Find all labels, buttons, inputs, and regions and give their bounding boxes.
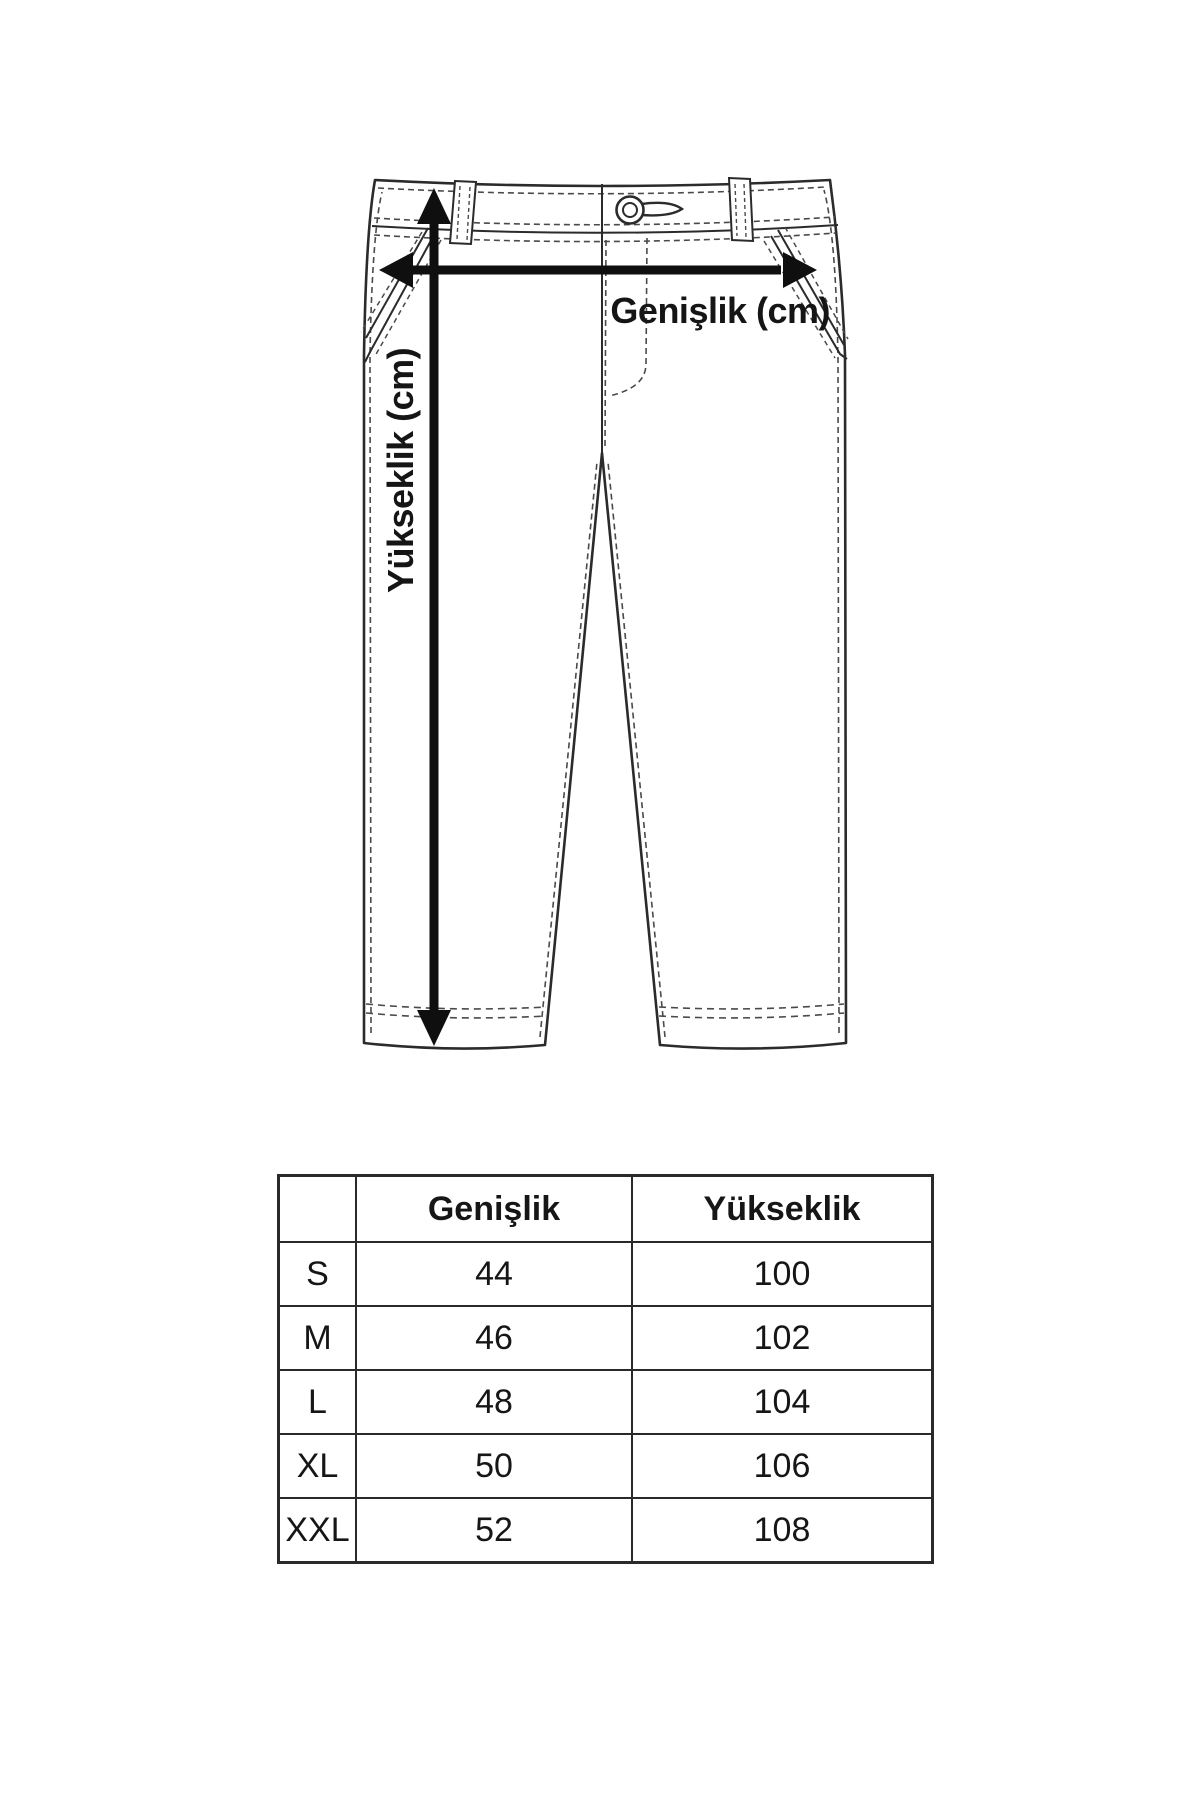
width-cell: 44 — [356, 1242, 632, 1306]
table-row-m — [279, 1306, 933, 1370]
width-dimension-label: Genişlik (cm) — [610, 290, 830, 331]
size-table-header-row — [279, 1176, 933, 1243]
table-row-l — [279, 1370, 933, 1434]
height-cell: 108 — [632, 1498, 933, 1563]
size-cell: L — [279, 1370, 357, 1434]
size-cell: XXL — [279, 1498, 357, 1563]
width-cell: 48 — [356, 1370, 632, 1434]
height-cell: 104 — [632, 1370, 933, 1434]
size-table-header-width: Genişlik — [356, 1176, 632, 1243]
width-cell: 52 — [356, 1498, 632, 1563]
size-table-corner-cell — [279, 1176, 357, 1243]
pants-diagram — [300, 140, 900, 1080]
size-cell: M — [279, 1306, 357, 1370]
height-cell: 102 — [632, 1306, 933, 1370]
width-cell: 50 — [356, 1434, 632, 1498]
width-cell: 46 — [356, 1306, 632, 1370]
table-row-s — [279, 1242, 933, 1306]
table-row-xxl — [279, 1498, 933, 1563]
belt-loop-left — [450, 181, 476, 244]
size-cell: XL — [279, 1434, 357, 1498]
belt-loop-right — [729, 178, 753, 241]
height-dimension-label: Yükseklik (cm) — [380, 347, 421, 593]
size-table-header-height: Yükseklik — [632, 1176, 933, 1243]
size-table — [277, 1174, 934, 1564]
height-cell: 106 — [632, 1434, 933, 1498]
size-cell: S — [279, 1242, 357, 1306]
height-cell: 100 — [632, 1242, 933, 1306]
table-row-xl — [279, 1434, 933, 1498]
pants-technical-drawing — [300, 140, 900, 1080]
